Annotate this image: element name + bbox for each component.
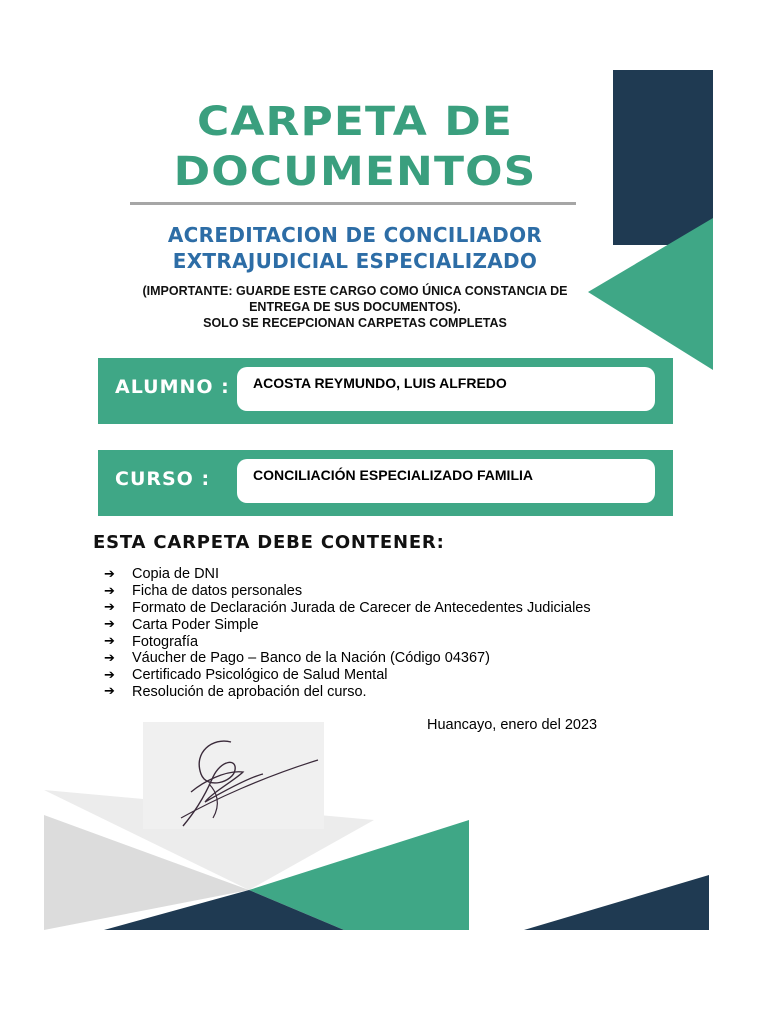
student-label: ALUMNO : [115,376,230,398]
list-item: ➔ Copia de DNI [104,566,220,583]
document-checklist [104,566,591,700]
course-name: CONCILIACIÓN ESPECIALIZADO FAMILIA [253,467,533,483]
arrow-right-icon: ➔ [104,566,115,582]
list-item: ➔ Carta Poder Simple [104,616,259,633]
student-name: ACOSTA REYMUNDO, LUIS ALFREDO [253,375,507,391]
title-divider [130,202,576,205]
subtitle-line-1: ACREDITACION DE CONCILIADOR [167,223,543,247]
title-line-2: DOCUMENTOS [173,149,537,195]
arrow-right-icon: ➔ [104,634,115,650]
arrow-right-icon: ➔ [104,667,115,683]
contents-heading: ESTA CARPETA DEBE CONTENER: [93,532,445,553]
list-item: ➔ Ficha de datos personales [104,583,303,600]
arrow-right-icon: ➔ [104,650,115,666]
list-item: ➔ Váucher de Pago – Banco de la Nación (Código 04367) [104,650,490,667]
list-item: ➔ Formato de Declaración Jurada de Carecer de Antecedentes Judiciales [104,599,591,616]
signature-scribble [143,722,324,829]
place-date: Huancayo, enero del 2023 [427,717,598,733]
arrow-right-icon: ➔ [104,684,115,700]
arrow-right-icon: ➔ [104,617,115,633]
signature [143,722,324,829]
course-band [98,450,673,516]
important-note-line-2: ENTREGA DE SUS DOCUMENTOS). [249,300,461,314]
arrow-right-icon: ➔ [104,600,115,616]
student-band [98,358,673,424]
list-item: ➔ Fotografía [104,633,199,650]
list-item: ➔ Certificado Psicológico de Salud Mental [104,667,388,684]
student-name-box [237,367,655,411]
subtitle-line-2: EXTRAJUDICIAL ESPECIALIZADO [172,249,538,273]
important-note-line-3: SOLO SE RECEPCIONAN CARPETAS COMPLETAS [203,316,507,330]
list-item: ➔ Resolución de aprobación del curso. [104,683,367,700]
course-name-box [237,459,655,503]
important-note-line-1: (IMPORTANTE: GUARDE ESTE CARGO COMO ÚNICA CONSTANCIA DE [142,284,568,298]
course-label: CURSO : [115,468,211,490]
title-line-1: CARPETA DE [196,99,514,145]
arrow-right-icon: ➔ [104,583,115,599]
